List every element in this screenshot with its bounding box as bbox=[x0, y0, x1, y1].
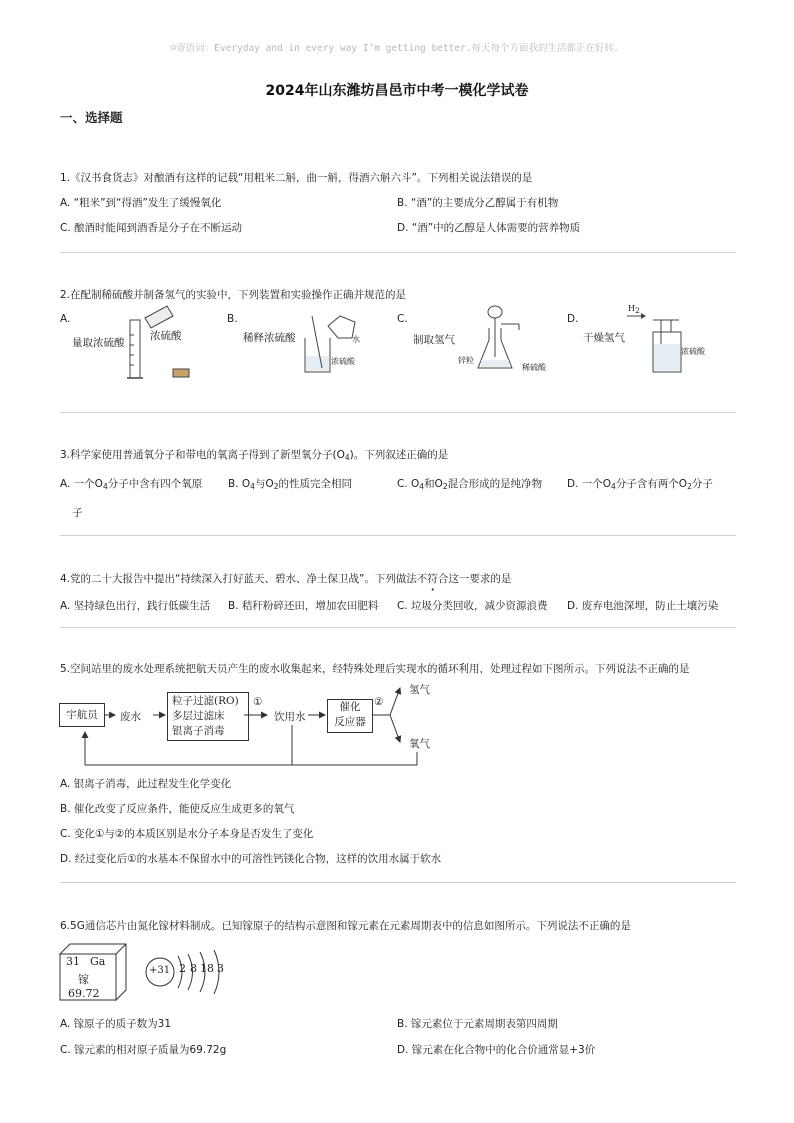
divider bbox=[60, 627, 736, 628]
reactor-line-1: 催化 bbox=[339, 701, 361, 713]
q6-option-b[interactable]: B. 镓元素位于元素周期表第四周期 bbox=[397, 1018, 558, 1030]
q5-option-d[interactable]: D. 经过变化后①的水基本不保留水中的可溶性钙镁化合物，这样的饮用水属于软水 bbox=[60, 853, 442, 865]
q1-option-a[interactable]: A. “粗米”到“得酒”发生了缓慢氧化 bbox=[60, 197, 222, 209]
q2-b-sub1: 水 bbox=[352, 335, 360, 344]
q4-stem-post: 这一要求的是 bbox=[448, 573, 512, 585]
cell-atomic-mass: 69.72 bbox=[68, 987, 100, 1000]
q2-d-sub1: H bbox=[628, 304, 635, 313]
q2-c-sub1: 锌粒 bbox=[458, 356, 474, 365]
q2-c-letter: C. bbox=[397, 313, 408, 325]
q3-stem-post: )。下列叙述正确的是 bbox=[349, 449, 449, 461]
q6-option-d[interactable]: D. 镓元素在化合物中的化合价通常显+3价 bbox=[397, 1044, 596, 1056]
q4-stem-emphasis bbox=[417, 573, 449, 585]
q3-c-pre: C. O bbox=[397, 478, 420, 490]
q2-c-label: 制取氢气 bbox=[413, 334, 455, 346]
q2-a-letter: A. bbox=[60, 313, 71, 325]
q3-stem-pre: 3.科学家使用普通氧分子和带电的氧离子得到了新型氧分子(O bbox=[60, 449, 345, 461]
q4-stem-pre: 4.党的二十大报告中提出“持续深入打好蓝天、碧水、净土保卫战”。下列做法 bbox=[60, 573, 417, 585]
q3-b-pre: B. O bbox=[228, 478, 251, 490]
q3-option-d[interactable] bbox=[567, 476, 713, 491]
q3-c-mid: 和O bbox=[424, 478, 443, 490]
q6-option-a[interactable]: A. 镓原子的质子数为31 bbox=[60, 1018, 172, 1030]
q2-c-sub2: 稀硫酸 bbox=[522, 363, 546, 372]
q3-c-post: 混合形成的是纯净物 bbox=[447, 478, 543, 490]
shell-3: 18 bbox=[200, 962, 214, 975]
q3-stem bbox=[60, 447, 448, 462]
q1-option-b[interactable]: B. “酒”的主要成分乙醇属于有机物 bbox=[397, 197, 559, 209]
q2-b-label: 稀释浓硫酸 bbox=[243, 332, 296, 344]
nucleus-charge: +31 bbox=[149, 965, 171, 976]
q6-stem: 6.5G通信芯片由氮化镓材料制成。已知镓原子的结构示意图和镓元素在元素周期表中的信息如图所示。下列说法不正确的是 bbox=[60, 920, 631, 932]
filtration-line-3: 银离子消毒 bbox=[172, 725, 225, 737]
section-heading: 一、选择题 bbox=[60, 110, 123, 125]
q3-b-post: 的性质完全相同 bbox=[278, 478, 352, 490]
reactor-box bbox=[327, 699, 373, 733]
gas-washing-bottle-illustration bbox=[625, 312, 685, 377]
q3-d-post: 分子 bbox=[691, 478, 713, 490]
q1-option-c[interactable]: C. 酿酒时能闻到酒香是分子在不断运动 bbox=[60, 222, 243, 234]
q3-option-a-wrap: 子 bbox=[72, 507, 83, 519]
q2-a-label: 量取浓硫酸 bbox=[72, 337, 125, 349]
divider bbox=[60, 882, 736, 883]
q3-b-mid: 与O bbox=[254, 478, 274, 490]
q3-d-mid: 分子含有两个O bbox=[615, 478, 688, 490]
q3-a-sub: 4 bbox=[102, 482, 108, 491]
motto-line: ☺寄语词：Everyday and in every way I’m getting better.每天每个方面我的生活都正在好转。 bbox=[170, 43, 624, 54]
q3-b-sub1: 4 bbox=[250, 482, 255, 491]
q2-b-sub2: 浓硫酸 bbox=[331, 357, 355, 366]
q3-d-sub2: 2 bbox=[687, 482, 692, 491]
q5-option-b[interactable]: B. 催化改变了反应条件，能使反应生成更多的氧气 bbox=[60, 803, 295, 815]
q3-a-post: 分子中含有四个氧原 bbox=[107, 478, 203, 490]
flask-hydrogen-illustration bbox=[475, 302, 535, 377]
q3-c-sub1: 4 bbox=[419, 482, 425, 491]
q5-option-c[interactable]: C. 变化①与②的本质区别是水分子本身是否发生了变化 bbox=[60, 828, 314, 840]
step-2-label: ② bbox=[374, 696, 384, 708]
cell-atomic-number: 31 bbox=[66, 955, 80, 968]
q4-stem-dot-text: 不符合 bbox=[416, 573, 449, 585]
astronaut-box: 宇航员 bbox=[59, 703, 105, 727]
divider bbox=[60, 535, 736, 536]
shell-2: 8 bbox=[190, 962, 197, 975]
q2-d-sub1-sub: 2 bbox=[634, 306, 640, 315]
q4-option-c[interactable]: C. 垃圾分类回收，减少资源浪费 bbox=[397, 600, 548, 612]
graduated-cylinder-illustration bbox=[125, 300, 195, 385]
q2-d-sub2: 浓硫酸 bbox=[681, 347, 705, 356]
q3-option-a[interactable] bbox=[60, 476, 202, 491]
q2-a-sub: 浓硫酸 bbox=[150, 330, 182, 342]
q3-option-b[interactable] bbox=[228, 476, 352, 491]
water-cycle-diagram-lines bbox=[55, 680, 455, 775]
page-title: 2024年山东潍坊昌邑市中考一模化学试卷 bbox=[265, 83, 529, 99]
shell-4: 3 bbox=[217, 962, 224, 975]
cell-symbol: Ga bbox=[90, 955, 106, 968]
q6-option-c[interactable]: C. 镓元素的相对原子质量为69.72g bbox=[60, 1044, 227, 1056]
q3-b-sub2: 2 bbox=[273, 482, 279, 491]
q5-option-a[interactable]: A. 银离子消毒，此过程发生化学变化 bbox=[60, 778, 232, 790]
q3-stem-sub: 4 bbox=[344, 453, 350, 462]
q3-d-pre: D. 一个O bbox=[567, 478, 612, 490]
q3-c-sub2: 2 bbox=[442, 482, 448, 491]
q4-stem bbox=[60, 571, 511, 586]
q1-option-d[interactable]: D. “酒”中的乙醇是人体需要的营养物质 bbox=[397, 222, 581, 234]
drinking-water-label: 饮用水 bbox=[274, 711, 306, 723]
filtration-line-1: 粒子过滤(RO) bbox=[172, 695, 239, 707]
q2-stem: 2.在配制稀硫酸并制备氢气的实验中，下列装置和实验操作正确并规范的是 bbox=[60, 289, 407, 301]
filtration-line-2: 多层过滤床 bbox=[172, 710, 225, 722]
oxygen-label: 氧气 bbox=[409, 738, 430, 750]
hydrogen-label: 氢气 bbox=[409, 684, 430, 696]
beaker-dilution-illustration bbox=[300, 308, 365, 378]
divider bbox=[60, 412, 736, 413]
reactor-line-2: 反应器 bbox=[334, 716, 366, 728]
q4-option-a[interactable]: A. 坚持绿色出行，践行低碳生活 bbox=[60, 600, 211, 612]
q2-d-label: 干燥氢气 bbox=[583, 332, 625, 344]
q2-b-letter: B. bbox=[227, 313, 238, 325]
q3-a-pre: A. 一个O bbox=[60, 478, 103, 490]
q3-d-sub1: 4 bbox=[611, 482, 616, 491]
waste-water-label: 废水 bbox=[120, 711, 141, 723]
q1-stem: 1.《汉书食货志》对酿酒有这样的记载“用粗米二斛，曲一斛，得酒六斛六斗”。下列相关说法错误的是 bbox=[60, 172, 533, 184]
step-1-label: ① bbox=[253, 696, 263, 708]
divider bbox=[60, 252, 736, 253]
q4-option-b[interactable]: B. 秸秆粉碎还田，增加农田肥料 bbox=[228, 600, 379, 612]
q3-option-c[interactable] bbox=[397, 476, 542, 491]
q4-option-d[interactable]: D. 废弃电池深埋，防止土壤污染 bbox=[567, 600, 719, 612]
q2-d-letter: D. bbox=[567, 313, 579, 325]
q5-stem: 5.空间站里的废水处理系统把航天员产生的废水收集起来，经特殊处理后实现水的循环利用，处理过程如下图所示。下列说法不正确的是 bbox=[60, 663, 690, 675]
filtration-box bbox=[167, 692, 249, 741]
cell-element-name: 镓 bbox=[78, 973, 89, 986]
shell-1: 2 bbox=[179, 962, 186, 975]
